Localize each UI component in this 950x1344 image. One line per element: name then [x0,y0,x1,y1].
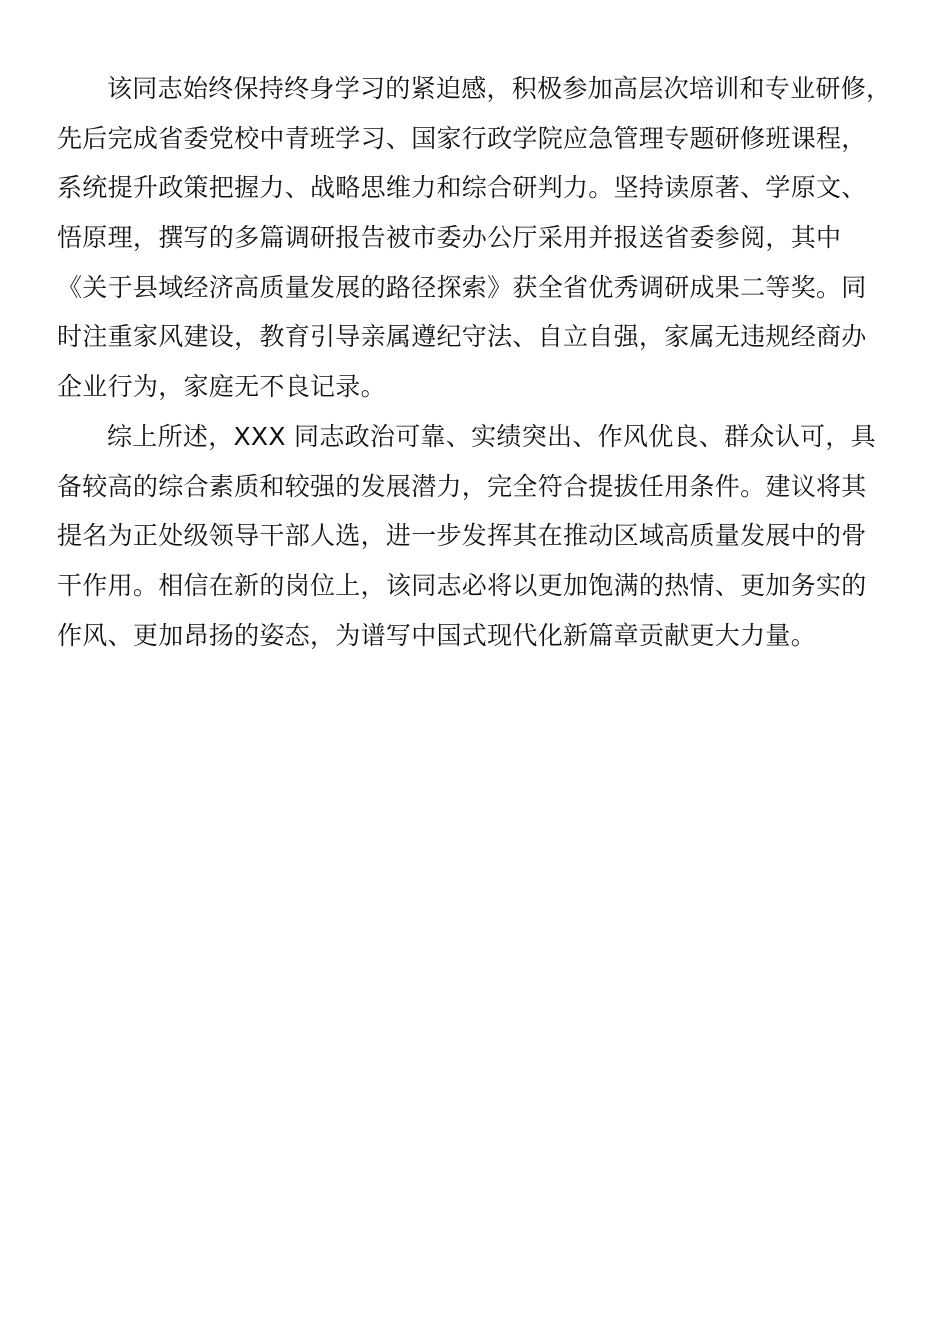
paragraph-line: 先后完成省委党校中青班学习、国家行政学院应急管理专题研修班课程， [57,123,867,153]
paragraph-line: 该同志始终保持终身学习的紧迫感，积极参加高层次培训和专业研修， [107,74,892,103]
paragraph-summary [57,412,887,660]
paragraph-line: 作风、更加昂扬的姿态，为谱写中国式现代化新篇章贡献更大力量。 [57,620,817,650]
paragraph-line: 备较高的综合素质和较强的发展潜力，完全符合提拔任用条件。建议将其 [57,471,867,501]
paragraph-line: 提名为正处级领导干部人选，进一步发挥其在推动区域高质量发展中的骨 [57,521,867,551]
paragraph-line: 系统提升政策把握力、战略思维力和综合研判力。坚持读原著、学原文、 [57,173,867,203]
document-body [57,64,892,660]
paragraph-line: 综上所述，XXX 同志政治可靠、实绩突出、作风优良、群众认可，具 [107,421,876,451]
paragraph-line: 时注重家风建设，教育引导亲属遵纪守法、自立自强，家属无违规经商办 [57,322,867,352]
paragraph-line: 干作用。相信在新的岗位上，该同志必将以更加饱满的热情、更加务实的 [57,570,867,600]
paragraph-line: 悟原理，撰写的多篇调研报告被市委办公厅采用并报送省委参阅，其中 [57,223,842,253]
paragraph-learning [57,64,892,412]
paragraph-line: 企业行为，家庭无不良记录。 [57,372,386,402]
paragraph-line: 《关于县域经济高质量发展的路径探索》获全省优秀调研成果二等奖。同 [57,272,867,302]
